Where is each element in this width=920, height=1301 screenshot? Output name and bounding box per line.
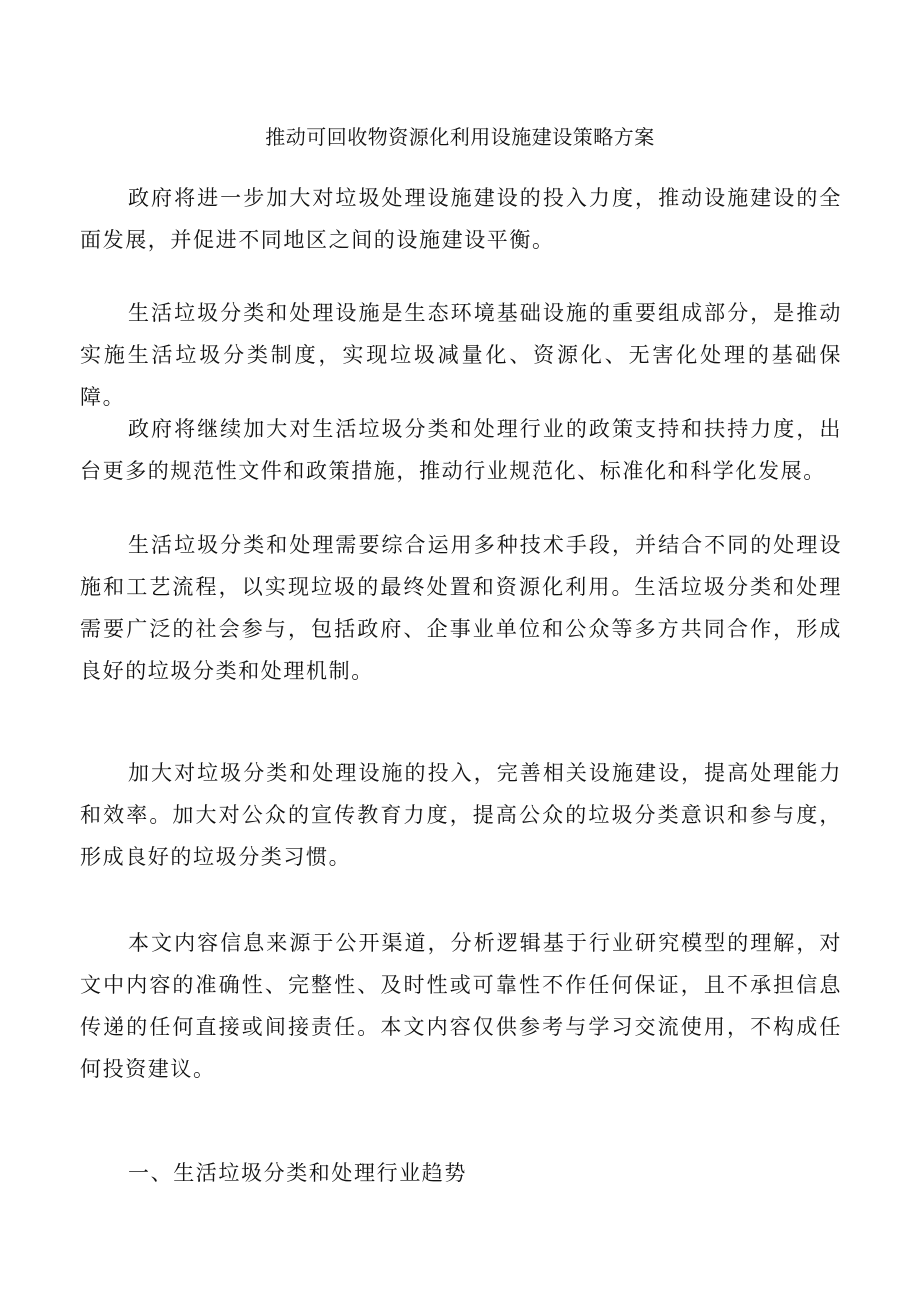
paragraph-2: 生活垃圾分类和处理设施是生态环境基础设施的重要组成部分，是推动实施生活垃圾分类制度，实现垃圾减量化、资源化、无害化处理的基础保障。 xyxy=(80,301,842,409)
paragraph-5: 加大对垃圾分类和处理设施的投入，完善相关设施建设，提高处理能力和效率。加大对公众的宣传教育力度，提高公众的垃圾分类意识和参与度，形成良好的垃圾分类习惯。 xyxy=(80,761,842,869)
paragraph-6: 本文内容信息来源于公开渠道，分析逻辑基于行业研究模型的理解，对文中内容的准确性、完整性、及时性或可靠性不作任何保证，且不承担信息传递的任何直接或间接责任。本文内容仅供参考与学习交流使用，不构成任何投资建议。 xyxy=(80,931,842,1081)
document-title: 推动可回收物资源化利用设施建设策略方案 xyxy=(265,125,655,149)
paragraph-3: 政府将继续加大对生活垃圾分类和处理行业的政策支持和扶持力度，出台更多的规范性文件和政策措施，推动行业规范化、标准化和科学化发展。 xyxy=(80,417,842,483)
paragraph-4: 生活垃圾分类和处理需要综合运用多种技术手段，并结合不同的处理设施和工艺流程，以实现垃圾的最终处置和资源化利用。生活垃圾分类和处理需要广泛的社会参与，包括政府、企事业单位和公众等多方共同合作，形成良好的垃圾分类和处理机制。 xyxy=(80,533,842,683)
section-heading: 一、生活垃圾分类和处理行业趋势 xyxy=(128,1161,467,1185)
paragraph-1: 政府将进一步加大对垃圾处理设施建设的投入力度，推动设施建设的全面发展，并促进不同地区之间的设施建设平衡。 xyxy=(80,186,842,252)
